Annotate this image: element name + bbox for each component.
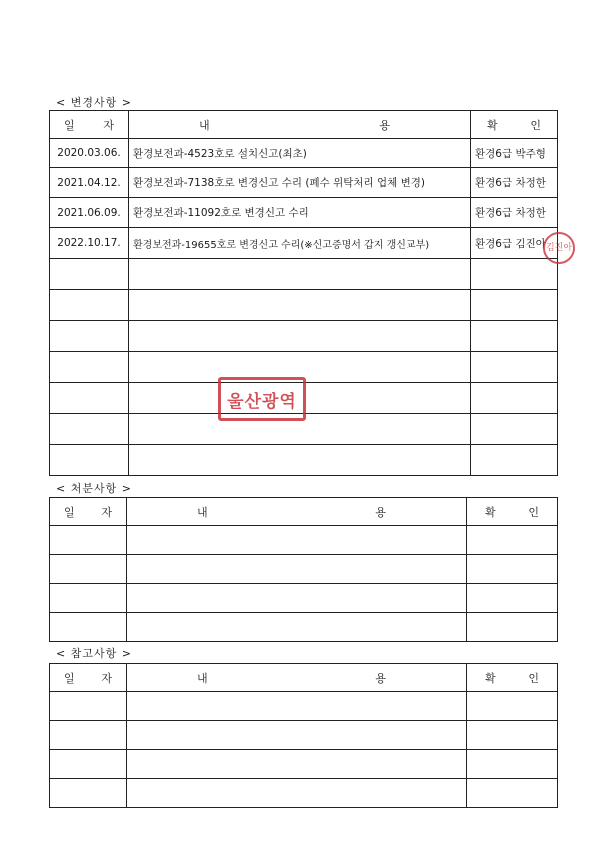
content-header-char: 용 [375, 671, 386, 685]
table-row [50, 168, 558, 198]
disposition-table [49, 497, 558, 642]
content-header-char: 용 [379, 118, 390, 132]
row-date: 2021.06.09. [50, 198, 129, 228]
reference-header-row [50, 664, 558, 692]
date-header-char: 자 [101, 505, 112, 519]
reference-table [49, 663, 558, 808]
table-row [50, 139, 558, 168]
content-header [129, 111, 471, 139]
round-seal-stamp: 김진아 [543, 232, 575, 264]
check-header [467, 664, 558, 692]
change-table [49, 110, 558, 476]
table-row-empty [50, 321, 558, 352]
content-header [127, 498, 467, 526]
change-section-title: < 변경사항 > [56, 96, 132, 109]
table-row-empty [50, 750, 558, 779]
check-header-char: 인 [528, 505, 539, 519]
row-content: 환경보전과-7138호로 변경신고 수리 (폐수 위탁처리 업체 변경) [129, 168, 471, 198]
table-row-empty [50, 526, 558, 555]
check-header-char: 인 [528, 671, 539, 685]
table-row-empty [50, 290, 558, 321]
table-row-empty [50, 779, 558, 808]
content-header [127, 664, 467, 692]
content-header-char: 용 [375, 505, 386, 519]
table-row-empty [50, 692, 558, 721]
check-header [467, 498, 558, 526]
check-header-char: 확 [485, 505, 496, 519]
row-content: 환경보전과-4523호로 설치신고(최초) [129, 139, 471, 168]
change-header-row [50, 111, 558, 139]
table-row-empty [50, 555, 558, 584]
table-row-empty [50, 721, 558, 750]
date-header-char: 자 [101, 671, 112, 685]
row-check: 환경6급 차정한 [471, 168, 558, 198]
disposition-section-title: < 처분사항 > [56, 482, 132, 495]
date-header [50, 498, 127, 526]
row-date: 2022.10.17. [50, 228, 129, 259]
date-header-char: 자 [103, 118, 114, 132]
content-header-char: 내 [199, 118, 210, 132]
row-date: 2020.03.06. [50, 139, 129, 168]
row-date: 2021.04.12. [50, 168, 129, 198]
table-row-empty [50, 445, 558, 476]
table-row-empty [50, 259, 558, 290]
content-header-char: 내 [197, 505, 208, 519]
date-header [50, 111, 129, 139]
disposition-header-row [50, 498, 558, 526]
date-header [50, 664, 127, 692]
table-row-empty [50, 584, 558, 613]
check-header-char: 인 [530, 118, 541, 132]
table-row-empty [50, 613, 558, 642]
date-header-char: 일 [64, 118, 75, 132]
date-header-char: 일 [64, 671, 75, 685]
row-content: 환경보전과-19655호로 변경신고 수리(※신고증명서 갑지 갱신교부) [129, 228, 471, 259]
reference-section-title: < 참고사항 > [56, 647, 132, 660]
official-seal-stamp: 울산광역 [218, 377, 306, 421]
check-header-char: 확 [487, 118, 498, 132]
table-row [50, 228, 558, 259]
date-header-char: 일 [64, 505, 75, 519]
table-row [50, 198, 558, 228]
row-check: 환경6급 박주형 [471, 139, 558, 168]
row-content: 환경보전과-11092호로 변경신고 수리 [129, 198, 471, 228]
row-check: 환경6급 김진아 [471, 228, 558, 259]
row-check: 환경6급 차정한 [471, 198, 558, 228]
check-header [471, 111, 558, 139]
content-header-char: 내 [197, 671, 208, 685]
check-header-char: 확 [485, 671, 496, 685]
